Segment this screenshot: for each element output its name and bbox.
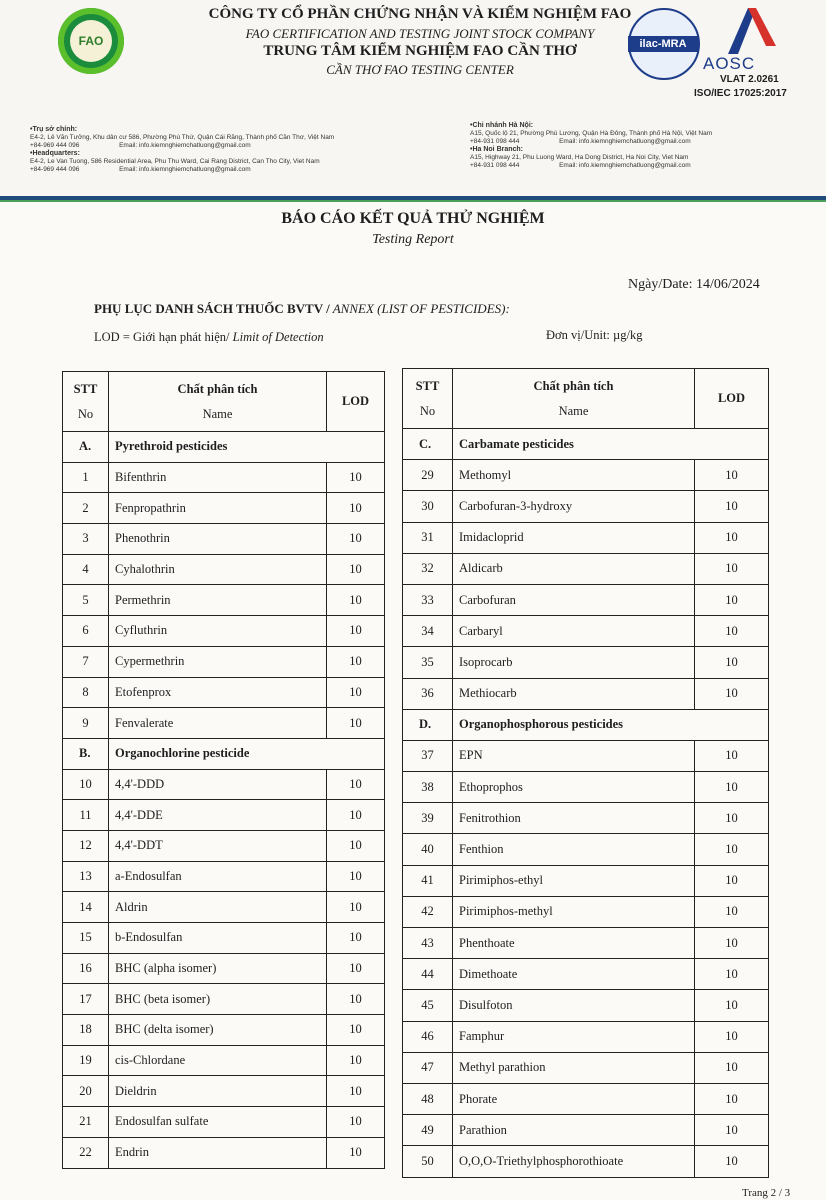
lod-value: 10: [695, 865, 769, 896]
row-number: 44: [403, 959, 453, 990]
table-row: [63, 585, 385, 616]
analyte-name: Famphur: [453, 1021, 695, 1052]
table-row: [63, 1137, 385, 1168]
table-row: [403, 491, 769, 522]
hn-branch-en-phone: +84-931 098 444: [470, 162, 520, 169]
iso-standard: ISO/IEC 17025:2017: [694, 88, 787, 99]
analyte-name: Aldrin: [109, 892, 327, 923]
hn-branch-vn-email: Email: info.kiemnghiemchatluong@gmail.com: [559, 138, 691, 145]
analyte-name: 4,4'-DDE: [109, 800, 327, 831]
table-row: [63, 554, 385, 585]
table-row: [63, 861, 385, 892]
pesticide-table-left: [62, 371, 385, 1169]
analyte-name: Fenitrothion: [453, 803, 695, 834]
analyte-name: BHC (alpha isomer): [109, 953, 327, 984]
row-number: 33: [403, 584, 453, 615]
row-number: 3: [63, 524, 109, 555]
table-row: [63, 984, 385, 1015]
company-name-en: FAO CERTIFICATION AND TESTING JOINT STOCK COMPANY: [245, 26, 595, 41]
lod-value: 10: [327, 1045, 385, 1076]
analyte-name: Isoprocarb: [453, 647, 695, 678]
lod-value: 10: [695, 584, 769, 615]
report-date: [628, 277, 760, 293]
lod-value: 10: [695, 803, 769, 834]
lod-value: 10: [695, 553, 769, 584]
row-number: 49: [403, 1115, 453, 1146]
table-row: [403, 865, 769, 896]
row-number: 34: [403, 616, 453, 647]
analyte-name: Bifenthrin: [109, 462, 327, 493]
company-name-vn: CÔNG TY CỔ PHẦN CHỨNG NHẬN VÀ KIỂM NGHIỆM FAO: [208, 6, 632, 22]
row-number: 41: [403, 865, 453, 896]
head-office-addr: E4-2, Lê Văn Tưởng, Khu dân cư 586, Phường Phú Thứ, Quận Cái Răng, Thành phố Cần Thơ, Việt Nam: [30, 134, 335, 141]
analyte-name: Cypermethrin: [109, 646, 327, 677]
lod-value: 10: [695, 1021, 769, 1052]
table-row: [403, 896, 769, 927]
page-number: Trang 2 / 3: [742, 1187, 791, 1199]
table-row: [403, 772, 769, 803]
table-row: [403, 616, 769, 647]
lod-value: 10: [327, 524, 385, 555]
head-office-email: Email: info.kiemnghiemchatluong@gmail.com: [119, 142, 251, 149]
section-row: [403, 429, 769, 460]
lod-value: 10: [695, 647, 769, 678]
annex-en: ANNEX (LIST OF PESTICIDES):: [329, 301, 510, 316]
analyte-name: O,O,O-Triethylphosphorothioate: [453, 1146, 695, 1177]
lod-header: LOD: [327, 372, 385, 432]
fao-logo-text: FAO: [70, 20, 112, 62]
analyte-name: Aldicarb: [453, 553, 695, 584]
analyte-name: Parathion: [453, 1115, 695, 1146]
section-letter: D.: [403, 709, 453, 740]
center-name-en: CẦN THƠ FAO TESTING CENTER: [326, 62, 514, 77]
lod-value: 10: [695, 959, 769, 990]
table-row: [63, 1015, 385, 1046]
table-row: [403, 460, 769, 491]
report-title-vn: BÁO CÁO KẾT QUẢ THỬ NGHIỆM: [281, 210, 545, 227]
analyte-name: b-Endosulfan: [109, 923, 327, 954]
center-name-vn: TRUNG TÂM KIỂM NGHIỆM FAO CẦN THƠ: [263, 43, 577, 59]
row-number: 20: [63, 1076, 109, 1107]
analyte-label-vn: Chất phân tích: [177, 381, 258, 396]
table-row: [63, 1107, 385, 1138]
table-row: [63, 616, 385, 647]
row-number: 11: [63, 800, 109, 831]
analyte-name: 4,4'-DDD: [109, 769, 327, 800]
analyte-header: [109, 372, 327, 432]
table-row: [403, 678, 769, 709]
row-number: 21: [63, 1107, 109, 1138]
table-body-right: [403, 429, 769, 1178]
row-number: 36: [403, 678, 453, 709]
date-label: Ngày/Date:: [628, 277, 693, 292]
analyte-name: Fenpropathrin: [109, 493, 327, 524]
table-row: [403, 584, 769, 615]
row-number: 42: [403, 896, 453, 927]
table-row: [403, 1021, 769, 1052]
lod-value: 10: [695, 491, 769, 522]
stt-header: [403, 369, 453, 429]
lod-vn: LOD = Giới hạn phát hiện/: [94, 330, 230, 344]
row-number: 50: [403, 1146, 453, 1177]
table-row: [403, 647, 769, 678]
table-row: [63, 462, 385, 493]
lod-en: Limit of Detection: [229, 330, 324, 344]
aosc-logo-icon: [708, 6, 778, 56]
lod-value: 10: [327, 554, 385, 585]
table-row: [403, 959, 769, 990]
row-number: 9: [63, 708, 109, 739]
table-row: [63, 646, 385, 677]
row-number: 31: [403, 522, 453, 553]
lod-value: 10: [327, 1137, 385, 1168]
section-title: Organochlorine pesticide: [109, 738, 385, 769]
section-row: [403, 709, 769, 740]
lod-value: 10: [327, 585, 385, 616]
analyte-name: EPN: [453, 740, 695, 771]
analyte-name: a-Endosulfan: [109, 861, 327, 892]
row-number: 12: [63, 830, 109, 861]
lod-value: 10: [327, 1107, 385, 1138]
header-divider-accent: [0, 200, 826, 202]
lod-value: 10: [327, 953, 385, 984]
table-row: [63, 708, 385, 739]
analyte-name: Methomyl: [453, 460, 695, 491]
table-row: [63, 524, 385, 555]
stt-label: STT: [415, 378, 440, 393]
date-value: 14/06/2024: [696, 277, 760, 292]
row-number: 48: [403, 1083, 453, 1114]
row-number: 16: [63, 953, 109, 984]
row-number: 14: [63, 892, 109, 923]
annex-heading: [94, 301, 510, 317]
lod-definition: [94, 330, 324, 345]
lod-value: 10: [695, 522, 769, 553]
lod-value: 10: [327, 646, 385, 677]
analyte-name: Dieldrin: [109, 1076, 327, 1107]
analyte-name: Pirimiphos-ethyl: [453, 865, 695, 896]
lod-value: 10: [327, 800, 385, 831]
section-title: Carbamate pesticides: [453, 429, 769, 460]
row-number: 18: [63, 1015, 109, 1046]
table-body-left: [63, 432, 385, 1169]
stt-header: [63, 372, 109, 432]
lod-value: 10: [695, 896, 769, 927]
no-label: No: [77, 406, 94, 421]
section-row: [63, 432, 385, 463]
lod-value: 10: [695, 740, 769, 771]
pesticide-table-right: [402, 368, 769, 1178]
table-row: [403, 834, 769, 865]
row-number: 4: [63, 554, 109, 585]
lod-value: 10: [327, 1015, 385, 1046]
analyte-name: Endosulfan sulfate: [109, 1107, 327, 1138]
section-letter: A.: [63, 432, 109, 463]
headquarters-phone: +84-969 444 096: [30, 166, 80, 173]
table-row: [63, 493, 385, 524]
table-row: [403, 522, 769, 553]
table-row: [403, 928, 769, 959]
analyte-name: BHC (beta isomer): [109, 984, 327, 1015]
analyte-label-vn: Chất phân tích: [533, 378, 614, 393]
analyte-name: Pirimiphos-methyl: [453, 896, 695, 927]
row-number: 40: [403, 834, 453, 865]
row-number: 32: [403, 553, 453, 584]
no-label: No: [419, 403, 436, 418]
analyte-name: Carbofuran-3-hydroxy: [453, 491, 695, 522]
lod-value: 10: [327, 708, 385, 739]
table-row: [63, 1076, 385, 1107]
analyte-name: Phenothrin: [109, 524, 327, 555]
lod-value: 10: [327, 493, 385, 524]
table-row: [63, 769, 385, 800]
head-office-address: [30, 126, 440, 174]
analyte-name: Phorate: [453, 1083, 695, 1114]
row-number: 30: [403, 491, 453, 522]
hn-branch-en-label: •Ha Noi Branch:: [470, 146, 524, 153]
lod-value: 10: [327, 677, 385, 708]
analyte-name: Methiocarb: [453, 678, 695, 709]
table-row: [403, 1083, 769, 1114]
annex-vn: PHỤ LỤC DANH SÁCH THUỐC BVTV /: [94, 301, 330, 316]
lod-header: LOD: [695, 369, 769, 429]
analyte-name: Fenvalerate: [109, 708, 327, 739]
row-number: 5: [63, 585, 109, 616]
table-row: [403, 1052, 769, 1083]
lod-value: 10: [327, 923, 385, 954]
row-number: 38: [403, 772, 453, 803]
stt-label: STT: [73, 381, 98, 396]
analyte-name: 4,4'-DDT: [109, 830, 327, 861]
row-number: 10: [63, 769, 109, 800]
row-number: 7: [63, 646, 109, 677]
row-number: 39: [403, 803, 453, 834]
table-row: [403, 553, 769, 584]
lod-value: 10: [695, 1052, 769, 1083]
analyte-name: Fenthion: [453, 834, 695, 865]
lod-value: 10: [695, 616, 769, 647]
analyte-name: Cyhalothrin: [109, 554, 327, 585]
table-header-row: [63, 372, 385, 432]
analyte-name: Permethrin: [109, 585, 327, 616]
row-number: 37: [403, 740, 453, 771]
row-number: 46: [403, 1021, 453, 1052]
table-row: [63, 677, 385, 708]
row-number: 29: [403, 460, 453, 491]
section-title: Organophosphorous pesticides: [453, 709, 769, 740]
analyte-name: Methyl parathion: [453, 1052, 695, 1083]
lod-value: 10: [327, 892, 385, 923]
table-row: [63, 953, 385, 984]
row-number: 19: [63, 1045, 109, 1076]
row-number: 2: [63, 493, 109, 524]
table-row: [403, 1115, 769, 1146]
table-row: [63, 830, 385, 861]
ilac-mra-logo: [628, 8, 700, 80]
lod-value: 10: [327, 462, 385, 493]
analyte-name: BHC (delta isomer): [109, 1015, 327, 1046]
row-number: 35: [403, 647, 453, 678]
section-letter: C.: [403, 429, 453, 460]
lod-value: 10: [695, 772, 769, 803]
hn-branch-vn-phone: +84-931 098 444: [470, 138, 520, 145]
table-row: [403, 740, 769, 771]
lod-value: 10: [695, 460, 769, 491]
analyte-name: Dimethoate: [453, 959, 695, 990]
headquarters-label: •Headquarters:: [30, 150, 80, 157]
analyte-name: Phenthoate: [453, 928, 695, 959]
section-row: [63, 738, 385, 769]
table-row: [63, 1045, 385, 1076]
lod-value: 10: [695, 678, 769, 709]
lod-value: 10: [327, 1076, 385, 1107]
table-row: [63, 923, 385, 954]
row-number: 22: [63, 1137, 109, 1168]
table-row: [403, 1146, 769, 1177]
analyte-name: cis-Chlordane: [109, 1045, 327, 1076]
lod-value: 10: [695, 1083, 769, 1114]
table-row: [63, 892, 385, 923]
lod-value: 10: [695, 990, 769, 1021]
table-row: [403, 803, 769, 834]
row-number: 8: [63, 677, 109, 708]
lod-value: 10: [695, 1115, 769, 1146]
section-title: Pyrethroid pesticides: [109, 432, 385, 463]
report-title-en: Testing Report: [372, 232, 454, 247]
headquarters-email: Email: info.kiemnghiemchatluong@gmail.com: [119, 166, 251, 173]
lod-value: 10: [327, 830, 385, 861]
row-number: 47: [403, 1052, 453, 1083]
row-number: 6: [63, 616, 109, 647]
hanoi-branch-address: [470, 122, 790, 170]
analyte-label-en: Name: [558, 403, 589, 418]
aosc-text: AOSC: [703, 54, 756, 73]
section-letter: B.: [63, 738, 109, 769]
hn-branch-en-addr: A15, Highway 21, Phu Luong Ward, Ha Dong District, Ha Noi City, Viet Nam: [470, 154, 689, 161]
analyte-name: Cyfluthrin: [109, 616, 327, 647]
row-number: 43: [403, 928, 453, 959]
lod-value: 10: [695, 834, 769, 865]
analyte-name: Endrin: [109, 1137, 327, 1168]
lod-value: 10: [327, 861, 385, 892]
analyte-label-en: Name: [202, 406, 233, 421]
table-header-row: [403, 369, 769, 429]
fao-logo: [58, 8, 124, 74]
table-row: [403, 990, 769, 1021]
hn-branch-vn-addr: A15, Quốc lộ 21, Phường Phú Lương, Quận Hà Đông, Thành phố Hà Nội, Việt Nam: [470, 130, 713, 137]
row-number: 17: [63, 984, 109, 1015]
lod-value: 10: [327, 769, 385, 800]
analyte-name: Etofenprox: [109, 677, 327, 708]
ilac-mra-text: ilac-MRA: [628, 36, 698, 52]
analyte-name: Carbaryl: [453, 616, 695, 647]
head-office-phone: +84-969 444 096: [30, 142, 80, 149]
row-number: 15: [63, 923, 109, 954]
analyte-name: Imidacloprid: [453, 522, 695, 553]
lod-value: 10: [695, 1146, 769, 1177]
headquarters-addr: E4-2, Le Van Tuong, 586 Residential Area, Phu Thu Ward, Cai Rang District, Can Tho City, Viet Nam: [30, 158, 320, 165]
unit-label: Đơn vị/Unit: µg/kg: [546, 328, 643, 342]
analyte-header: [453, 369, 695, 429]
analyte-name: Ethoprophos: [453, 772, 695, 803]
row-number: 45: [403, 990, 453, 1021]
row-number: 13: [63, 861, 109, 892]
hn-branch-vn-label: •Chi nhánh Hà Nội:: [470, 122, 534, 129]
vlat-code: VLAT 2.0261: [720, 74, 779, 85]
analyte-name: Carbofuran: [453, 584, 695, 615]
table-row: [63, 800, 385, 831]
head-office-label: •Trụ sở chính:: [30, 126, 78, 133]
lod-value: 10: [695, 928, 769, 959]
lod-value: 10: [327, 616, 385, 647]
lod-value: 10: [327, 984, 385, 1015]
row-number: 1: [63, 462, 109, 493]
analyte-name: Disulfoton: [453, 990, 695, 1021]
hn-branch-en-email: Email: info.kiemnghiemchatluong@gmail.com: [559, 162, 691, 169]
